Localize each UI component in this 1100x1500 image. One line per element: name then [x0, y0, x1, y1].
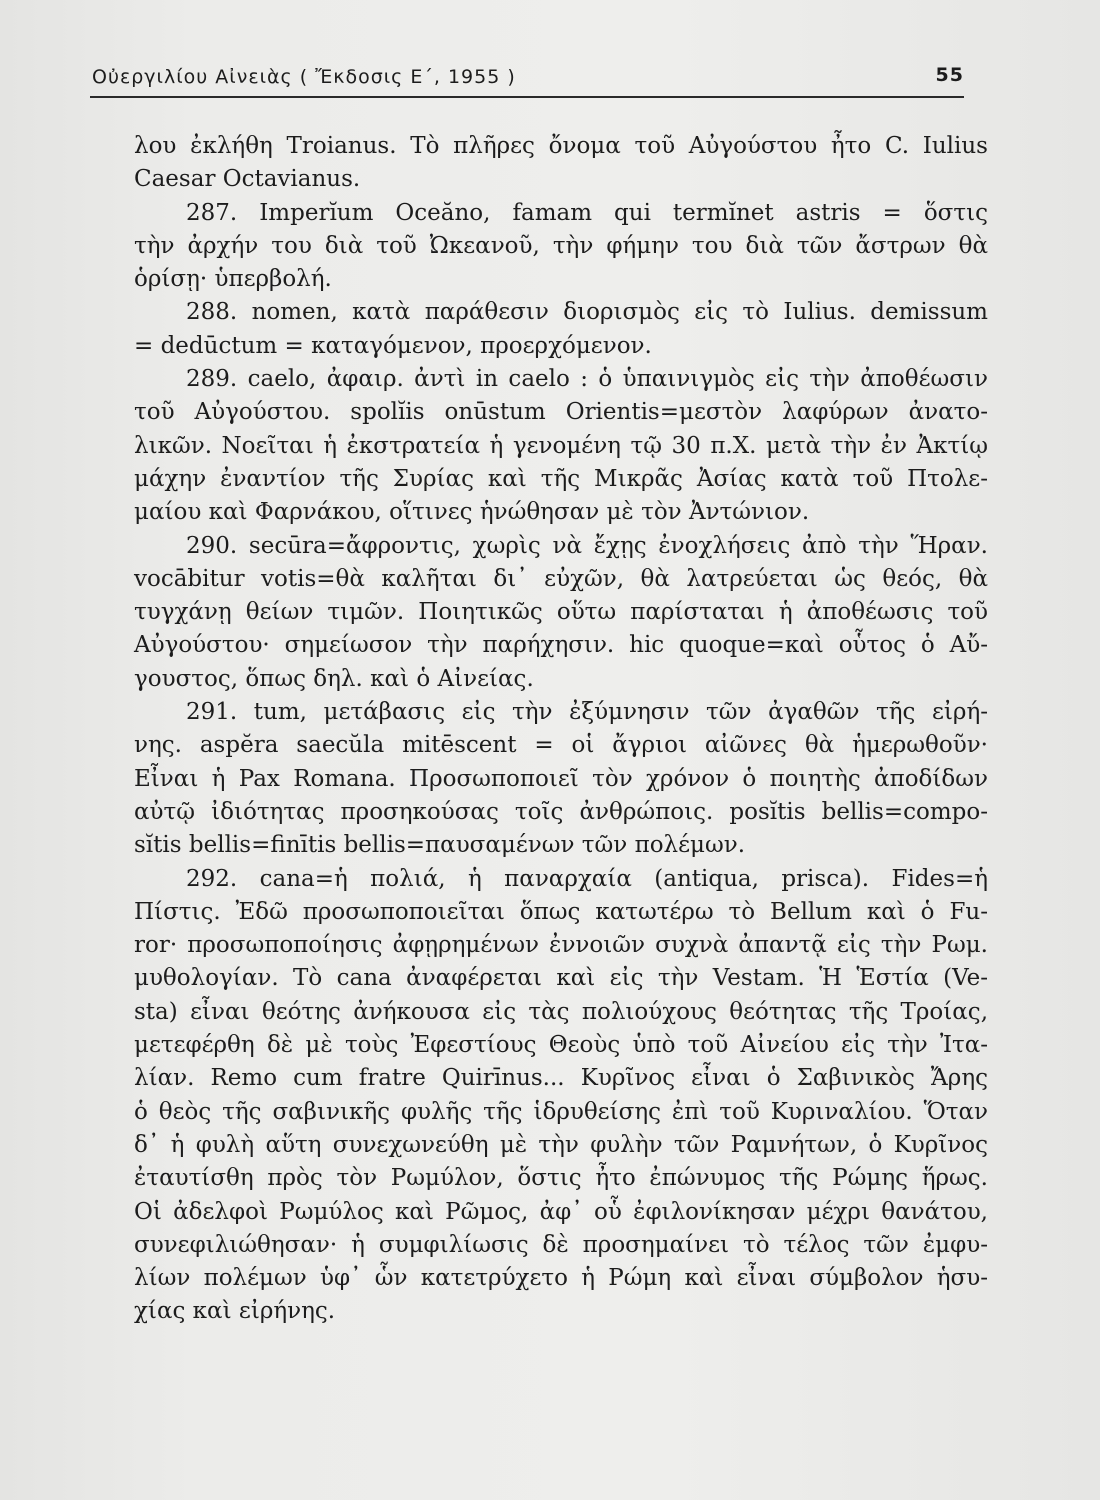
- text-line: 291. tum, μετάβασις εἰς τὴν ἐξύμνησιν τῶν ἀγαθῶν τῆς εἰρή-: [186, 699, 988, 726]
- text-line: τοῦ Αὐγούστου. spolĭis onūstum Orientis=μεστὸν λαφύρων ἀνατο-: [134, 399, 988, 426]
- text-line: χίας καὶ εἰρήνης.: [134, 1298, 336, 1325]
- text-line: ὁρίσῃ· ὑπερβολή.: [134, 266, 332, 293]
- text-line: sta) εἶναι θεότης ἀνήκουσα εἰς τὰς πολιούχους θεότητας τῆς Τροίας,: [134, 998, 988, 1025]
- running-head: [92, 64, 964, 94]
- text-line: συνεφιλιώθησαν· ἡ συμφιλίωσις δὲ προσημαίνει τὸ τέλος τῶν ἐμφυ-: [134, 1231, 988, 1258]
- text-line: αὐτῷ ἰδιότητας προσηκούσας τοῖς ἀνθρώποις. posĭtis bellis=compo-: [134, 798, 988, 825]
- text-line: μαίου καὶ Φαρνάκου, οἵτινες ἡνώθησαν μὲ τὸν Ἀντώνιον.: [134, 499, 810, 526]
- text-line: 287. Imperĭum Oceăno, famam qui termĭnet astris = ὅστις: [186, 199, 988, 226]
- text-line: γουστος, ὅπως δηλ. καὶ ὁ Αἰνείας.: [134, 665, 534, 692]
- text-line: Εἶναι ἡ Pax Romana. Προσωποποιεῖ τὸν χρόνον ὁ ποιητὴς ἀποδίδων: [134, 765, 988, 792]
- text-line: λίαν. Remo cum fratre Quirīnus... Κυρῖνος εἶναι ὁ Σαβινικὸς Ἄρης: [134, 1065, 988, 1092]
- text-line: Caesar Octavianus.: [134, 166, 361, 193]
- page-number: 55: [935, 64, 964, 86]
- header-rule: [90, 96, 964, 98]
- text-line: λικῶν. Νοεῖται ἡ ἐκστρατεία ἡ γενομένη τῷ 30 π.Χ. μετὰ τὴν ἐν Ἀκτίῳ: [134, 432, 988, 459]
- text-line: 289. caelo, ἀφαιρ. ἀντὶ in caelo : ὁ ὑπαινιγμὸς εἰς τὴν ἀποθέωσιν: [186, 366, 988, 393]
- text-line: ror· προσωποποίησις ἀφῃρημένων ἐννοιῶν συχνὰ ἀπαντᾷ εἰς τὴν Ρωμ.: [134, 932, 988, 959]
- text-line: δ᾽ ἡ φυλὴ αὕτη συνεχωνεύθη μὲ τὴν φυλὴν τῶν Ραμνήτων, ὁ Κυρῖνος: [134, 1131, 988, 1158]
- text-line: λου ἐκλήθη Troianus. Τὸ πλῆρες ὄνομα τοῦ Αὐγούστου ἦτο C. Iulius: [134, 133, 988, 159]
- text-line: sĭtis bellis=finītis bellis=παυσαμένων τῶν πολέμων.: [134, 832, 746, 859]
- text-line: λίων πολέμων ὑφ᾽ ὧν κατετρύχετο ἡ Ρώμη καὶ εἶναι σύμβολον ἡσυ-: [134, 1265, 988, 1292]
- text-line: Οἱ ἀδελφοὶ Ρωμύλος καὶ Ρῶμος, ἀφ᾽ οὗ ἐφιλονίκησαν μέχρι θανάτου,: [134, 1198, 988, 1225]
- text-line: ἐταυτίσθη πρὸς τὸν Ρωμύλον, ὅστις ἦτο ἐπώνυμος τῆς Ρώμης ἥρως.: [134, 1165, 988, 1192]
- text-line: 288. nomen, κατὰ παράθεσιν διορισμὸς εἰς τὸ Iulius. demissum: [186, 299, 988, 326]
- running-head-title: Οὐεργιλίου Αἰνειὰς ( Ἔκδοσις Ε΄, 1955 ): [92, 66, 516, 88]
- text-line: μάχην ἐναντίον τῆς Συρίας καὶ τῆς Μικρᾶς Ἀσίας κατὰ τοῦ Πτολε-: [134, 465, 988, 492]
- text-line: μετεφέρθη δὲ μὲ τοὺς Ἐφεστίους Θεοὺς ὑπὸ τοῦ Αἰνείου εἰς τὴν Ἰτα-: [134, 1032, 988, 1059]
- text-line: ὁ θεὸς τῆς σαβινικῆς φυλῆς τῆς ἱδρυθείσης ἐπὶ τοῦ Κυριναλίου. Ὅταν: [134, 1098, 988, 1125]
- text-line: 290. secūra=ἄφροντις, χωρὶς νὰ ἔχῃς ἐνοχλήσεις ἀπὸ τὴν Ἥραν.: [186, 532, 988, 559]
- text-line: Πίστις. Ἐδῶ προσωποποιεῖται ὅπως κατωτέρω τὸ Bellum καὶ ὁ Fu-: [134, 898, 988, 925]
- text-line: τυγχάνῃ θείων τιμῶν. Ποιητικῶς οὕτω παρίσταται ἡ ἀποθέωσις τοῦ: [134, 599, 988, 626]
- text-line: μυθολογίαν. Τὸ cana ἀναφέρεται καὶ εἰς τὴν Vestam. Ἡ Ἑστία (Ve-: [134, 965, 988, 992]
- text-line: τὴν ἀρχήν του διὰ τοῦ Ὠκεανοῦ, τὴν φήμην του διὰ τῶν ἄστρων θὰ: [134, 232, 988, 259]
- text-line: 292. cana=ἡ πολιά, ἡ παναρχαία (antiqua, prisca). Fides=ἡ: [186, 865, 988, 892]
- text-line: νης. aspĕra saecŭla mitēscent = οἱ ἄγριοι αἰῶνες θὰ ἡμερωθοῦν·: [134, 732, 988, 759]
- text-line: = dedūctum = καταγόμενον, προερχόμενον.: [134, 332, 652, 359]
- text-line: Αὐγούστου· σημείωσον τὴν παρήχησιν. hic quoque=καὶ οὗτος ὁ Αὔ-: [134, 632, 988, 659]
- text-line: vocābitur votis=θὰ καλῆται δι᾽ εὐχῶν, θὰ λατρεύεται ὡς θεός, θὰ: [134, 565, 988, 592]
- commentary-text: [134, 130, 988, 1329]
